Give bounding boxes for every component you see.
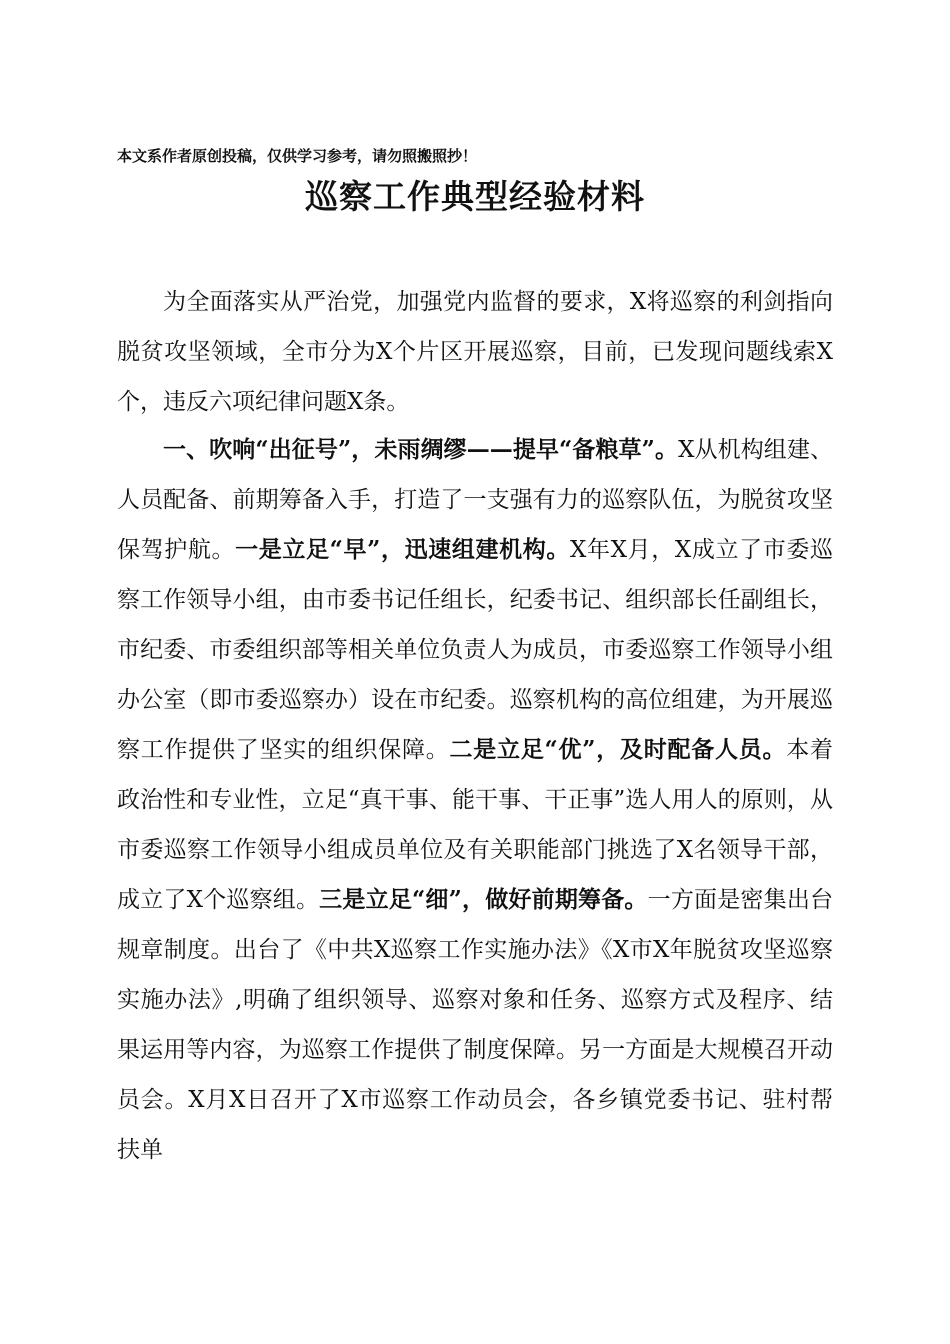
section-one-paragraph xyxy=(117,425,833,1175)
document-title: 巡察工作典型经验材料 xyxy=(305,177,645,216)
point-one-text: X年X月，X成立了市委巡察工作领导小组，由市委书记任组长，纪委书记、组织部长任副组长，市纪委、市委组织部等相关单位负责人为成员，市委巡察工作领导小组办公室（即市委巡察办）设在市纪委。巡察机构的高位组建，为开展巡察工作提供了坚实的组织保障。 xyxy=(117,537,834,763)
point-three-heading: 三是立足“细”，做好前期筹备。 xyxy=(319,886,648,913)
point-three-text: 一方面是密集出台规章制度。出台了《中共X巡察工作实施办法》《X市X年脱贫攻坚巡察实施办法》,明确了组织领导、巡察对象和任务、巡察方式及程序、结果运用等内容，为巡察工作提供了制度保障。另一方面是大规模召开动员会。X月X日召开了X市巡察工作动员会，各乡镇党委书记、驻村帮扶单 xyxy=(117,887,834,1163)
copyright-notice: 本文系作者原创投稿，仅供学习参考，请勿照搬照抄！ xyxy=(117,147,478,165)
point-two-text: 本着政治性和专业性，立足“真干事、能干事、干正事”选人用人的原则，从市委巡察工作领导小组成员单位及有关职能部门挑选了X名领导干部，成立了X个巡察组。 xyxy=(117,737,834,913)
point-two-heading: 二是立足“优”，及时配备人员。 xyxy=(449,736,787,763)
point-one-heading: 一是立足“早”，迅速组建机构。 xyxy=(235,536,570,563)
section-heading: 一、吹响“出征号”，未雨绸缪——提早“备粮草”。 xyxy=(163,436,679,463)
intro-paragraph: 为全面落实从严治党，加强党内监督的要求，X将巡察的利剑指向脱贫攻坚领域，全市分为X个片区开展巡察，目前，已发现问题线索X个，违反六项纪律问题X条。 xyxy=(117,289,833,415)
section-intro-text: X从机构组建、人员配备、前期筹备入手，打造了一支强有力的巡察队伍，为脱贫攻坚保驾护航。 xyxy=(117,437,833,563)
